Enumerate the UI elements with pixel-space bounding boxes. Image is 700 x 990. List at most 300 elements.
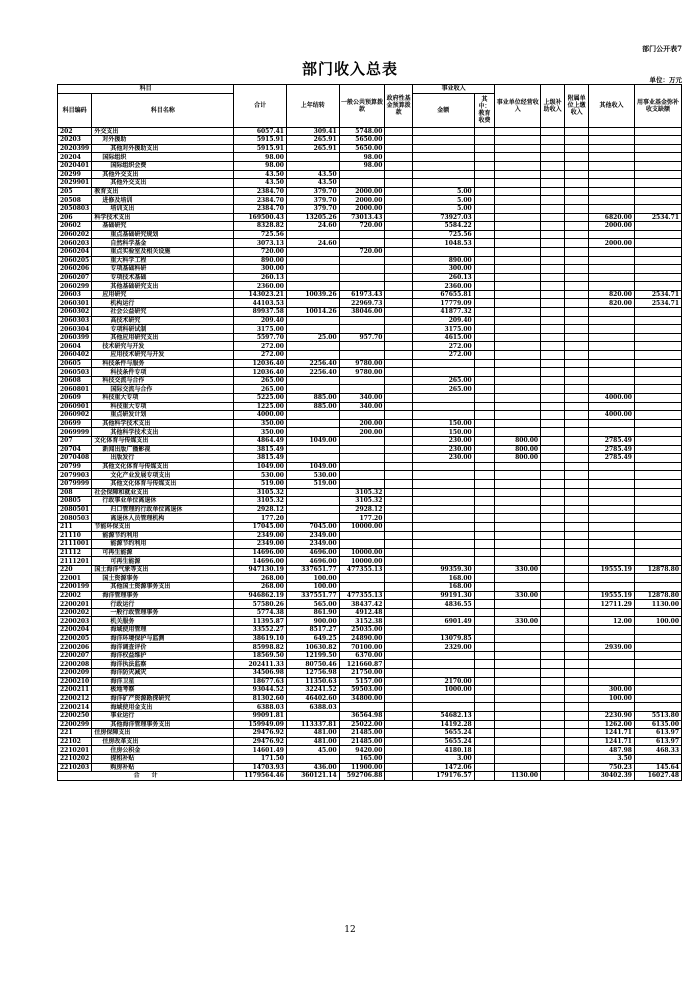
row-value (495, 196, 541, 205)
row-value (541, 161, 565, 170)
row-name: 科学技术支出 (92, 213, 234, 222)
row-value: 4836.55 (412, 600, 474, 609)
row-value: 1225.00 (234, 402, 287, 411)
row-value (565, 342, 589, 351)
row-value (541, 273, 565, 282)
row-value (589, 333, 635, 342)
row-value (474, 282, 495, 291)
row-value: 330.00 (495, 565, 541, 574)
row-value (286, 497, 339, 506)
row-value (385, 600, 412, 609)
row-value: 5225.00 (234, 394, 287, 403)
row-value (565, 720, 589, 729)
row-value (385, 325, 412, 334)
row-code: 20604 (58, 342, 92, 351)
row-value: 12.00 (589, 617, 635, 626)
row-value (541, 471, 565, 480)
row-value: 268.00 (234, 574, 287, 583)
row-value (634, 394, 681, 403)
row-value: 32241.52 (286, 686, 339, 695)
row-value: 19555.19 (589, 591, 635, 600)
row-value: 80750.46 (286, 660, 339, 669)
row-value: 1241.71 (589, 729, 635, 738)
table-row (58, 626, 682, 635)
row-value (541, 600, 565, 609)
row-value (385, 419, 412, 428)
row-value: 2534.71 (634, 299, 681, 308)
row-value: 1130.00 (634, 600, 681, 609)
row-value: 93044.52 (234, 686, 287, 695)
row-value (385, 471, 412, 480)
row-value (474, 600, 495, 609)
row-value (412, 660, 474, 669)
row-value (385, 497, 412, 506)
row-value (385, 368, 412, 377)
row-value (385, 196, 412, 205)
row-value (541, 256, 565, 265)
row-value (474, 333, 495, 342)
table-row (58, 479, 682, 488)
row-code: 2060399 (58, 333, 92, 342)
row-value (412, 127, 474, 136)
row-value: 6388.03 (234, 703, 287, 712)
row-value (541, 342, 565, 351)
row-value (385, 574, 412, 583)
row-value (541, 351, 565, 360)
row-value (634, 694, 681, 703)
row-value (339, 325, 385, 334)
row-value: 33552.27 (234, 626, 287, 635)
row-name: 专项技术基础 (92, 273, 234, 282)
row-value (541, 308, 565, 317)
row-code: 20605 (58, 359, 92, 368)
row-value: 5748.00 (339, 127, 385, 136)
row-value (495, 239, 541, 248)
row-value: 885.00 (286, 394, 339, 403)
row-value: 9780.00 (339, 368, 385, 377)
row-value (474, 686, 495, 695)
row-value (565, 179, 589, 188)
row-value (634, 222, 681, 231)
row-value (589, 540, 635, 549)
row-value (541, 574, 565, 583)
row-code: 2200211 (58, 686, 92, 695)
row-code: 2060299 (58, 282, 92, 291)
table-row (58, 247, 682, 256)
row-value (385, 351, 412, 360)
row-value: 46402.60 (286, 694, 339, 703)
row-value (385, 720, 412, 729)
row-code: 2060801 (58, 385, 92, 394)
row-value (474, 754, 495, 763)
row-value: 6057.41 (234, 127, 287, 136)
row-value: 4912.48 (339, 608, 385, 617)
row-value (541, 394, 565, 403)
row-code: 21112 (58, 548, 92, 557)
table-row (58, 419, 682, 428)
row-value (286, 282, 339, 291)
row-value (541, 282, 565, 291)
row-code: 2200210 (58, 677, 92, 686)
row-value (474, 729, 495, 738)
row-value: 10014.26 (286, 308, 339, 317)
total-value (541, 772, 565, 781)
row-value: 41877.32 (412, 308, 474, 317)
row-value (634, 204, 681, 213)
row-code: 2069999 (58, 428, 92, 437)
row-value (412, 514, 474, 523)
row-value: 8517.27 (286, 626, 339, 635)
table-row (58, 565, 682, 574)
row-value (474, 651, 495, 660)
row-value: 99191.30 (412, 591, 474, 600)
row-value (565, 359, 589, 368)
row-value (495, 660, 541, 669)
row-code: 2060503 (58, 368, 92, 377)
row-value (385, 127, 412, 136)
header-gov-fund: 政府性基金预算拨款 (385, 85, 412, 128)
table-row (58, 540, 682, 549)
row-value (634, 385, 681, 394)
row-value (474, 308, 495, 317)
row-value (634, 643, 681, 652)
row-value (474, 454, 495, 463)
row-value (541, 385, 565, 394)
row-value: 4000.00 (589, 411, 635, 420)
table-row (58, 608, 682, 617)
row-value (565, 419, 589, 428)
row-code: 221 (58, 729, 92, 738)
row-value (495, 385, 541, 394)
row-value: 2534.71 (634, 213, 681, 222)
row-value (339, 479, 385, 488)
row-value (474, 213, 495, 222)
row-code: 211 (58, 522, 92, 531)
row-value (565, 583, 589, 592)
total-value: 30402.39 (589, 772, 635, 781)
row-value (495, 333, 541, 342)
row-value: 2256.40 (286, 368, 339, 377)
row-value (565, 282, 589, 291)
row-value (495, 711, 541, 720)
table-row (58, 617, 682, 626)
row-code: 2060203 (58, 239, 92, 248)
row-value (412, 471, 474, 480)
row-value (339, 342, 385, 351)
row-value (385, 222, 412, 231)
row-code: 20704 (58, 445, 92, 454)
row-value (385, 634, 412, 643)
row-value (634, 256, 681, 265)
row-value: 800.00 (495, 445, 541, 454)
row-code: 2200205 (58, 634, 92, 643)
row-value: 2785.49 (589, 436, 635, 445)
row-value: 12878.80 (634, 565, 681, 574)
row-value: 1049.00 (286, 462, 339, 471)
row-value (634, 161, 681, 170)
row-value (565, 153, 589, 162)
row-value (474, 230, 495, 239)
row-value: 477355.13 (339, 565, 385, 574)
row-value (339, 316, 385, 325)
row-name: 社会保障和就业支出 (92, 488, 234, 497)
row-value (565, 548, 589, 557)
row-value (565, 436, 589, 445)
row-value (541, 729, 565, 738)
row-value (495, 394, 541, 403)
row-value (634, 462, 681, 471)
row-value (412, 626, 474, 635)
row-value (565, 711, 589, 720)
row-value (541, 187, 565, 196)
row-value (495, 686, 541, 695)
row-name: 外交支出 (92, 127, 234, 136)
row-name: 对外援助 (92, 136, 234, 145)
row-value (495, 643, 541, 652)
row-value: 38046.00 (339, 308, 385, 317)
row-name: 文化体育与传媒支出 (92, 436, 234, 445)
row-value (589, 488, 635, 497)
row-value (495, 136, 541, 145)
row-value (339, 351, 385, 360)
row-value (495, 222, 541, 231)
row-value: 947130.19 (234, 565, 287, 574)
row-value (385, 711, 412, 720)
row-value: 1472.06 (412, 763, 474, 772)
total-value: 179176.57 (412, 772, 474, 781)
row-value (385, 136, 412, 145)
row-code: 20299 (58, 170, 92, 179)
row-value (495, 376, 541, 385)
row-value (541, 333, 565, 342)
row-value (385, 290, 412, 299)
row-value (541, 445, 565, 454)
row-value (565, 394, 589, 403)
row-name: 文化产业发展专项支出 (92, 471, 234, 480)
row-value: 379.70 (286, 196, 339, 205)
row-code: 207 (58, 436, 92, 445)
row-value: 12036.40 (234, 368, 287, 377)
table-row (58, 591, 682, 600)
row-code: 20204 (58, 153, 92, 162)
row-value (634, 282, 681, 291)
row-value (589, 669, 635, 678)
row-value (412, 488, 474, 497)
row-value (385, 626, 412, 635)
row-value (589, 522, 635, 531)
row-value (565, 402, 589, 411)
table-row (58, 144, 682, 153)
table-row (58, 660, 682, 669)
row-value: 3175.00 (412, 325, 474, 334)
row-value (565, 634, 589, 643)
row-value (495, 746, 541, 755)
row-value (495, 540, 541, 549)
header-subject: 科目 (58, 85, 234, 94)
row-value (634, 153, 681, 162)
row-value (565, 471, 589, 480)
header-name: 科目名称 (92, 93, 234, 127)
row-value (589, 351, 635, 360)
row-value (495, 368, 541, 377)
row-value: 272.00 (412, 342, 474, 351)
row-value (634, 669, 681, 678)
table-row (58, 385, 682, 394)
row-value (412, 497, 474, 506)
row-name: 其他文化体育与传媒支出 (92, 479, 234, 488)
row-name: 海域使用金支出 (92, 703, 234, 712)
row-value (589, 557, 635, 566)
row-value (495, 557, 541, 566)
row-value: 946862.19 (234, 591, 287, 600)
table-row (58, 694, 682, 703)
row-name: 机关服务 (92, 617, 234, 626)
row-value: 100.00 (589, 694, 635, 703)
row-name: 事业运行 (92, 711, 234, 720)
row-value (589, 634, 635, 643)
row-value (634, 445, 681, 454)
table-row (58, 634, 682, 643)
row-value (495, 342, 541, 351)
row-name: 重点研发计划 (92, 411, 234, 420)
header-general-budget: 一般公共预算拨款 (339, 85, 385, 128)
row-value (589, 273, 635, 282)
row-value (589, 385, 635, 394)
row-value: 14192.28 (412, 720, 474, 729)
row-value (495, 411, 541, 420)
row-value (541, 247, 565, 256)
row-value (634, 230, 681, 239)
row-value (565, 754, 589, 763)
table-row (58, 445, 682, 454)
row-value (589, 703, 635, 712)
row-value: 4864.49 (234, 436, 287, 445)
row-value (474, 204, 495, 213)
row-value (495, 514, 541, 523)
row-value (474, 583, 495, 592)
row-value: 14601.49 (234, 746, 287, 755)
row-value (339, 574, 385, 583)
row-value: 4696.00 (286, 548, 339, 557)
row-value (286, 247, 339, 256)
row-value: 73927.03 (412, 213, 474, 222)
row-value (286, 514, 339, 523)
row-value (495, 634, 541, 643)
row-name: 其他文化体育与传媒支出 (92, 462, 234, 471)
row-value (589, 479, 635, 488)
row-code: 2080503 (58, 514, 92, 523)
row-value (412, 394, 474, 403)
header-other-income: 其他收入 (589, 85, 635, 128)
row-value (495, 316, 541, 325)
row-value: 98.00 (339, 153, 385, 162)
row-value (589, 531, 635, 540)
row-value (412, 557, 474, 566)
row-value (541, 505, 565, 514)
row-value (565, 643, 589, 652)
row-value (474, 239, 495, 248)
row-name: 专项基础科研 (92, 265, 234, 274)
row-value (565, 213, 589, 222)
row-value (286, 153, 339, 162)
row-code: 20203 (58, 136, 92, 145)
row-value: 3.00 (412, 754, 474, 763)
row-name: 出版发行 (92, 454, 234, 463)
row-value: 5513.80 (634, 711, 681, 720)
row-value (589, 651, 635, 660)
row-value (541, 436, 565, 445)
row-value (385, 677, 412, 686)
row-value (589, 608, 635, 617)
row-value (385, 179, 412, 188)
row-value (541, 763, 565, 772)
row-value: 613.97 (634, 737, 681, 746)
row-value: 2000.00 (589, 222, 635, 231)
row-value (589, 187, 635, 196)
row-code: 2060204 (58, 247, 92, 256)
row-value: 350.00 (234, 428, 287, 437)
row-value (412, 368, 474, 377)
row-value: 100.00 (286, 583, 339, 592)
row-value (565, 651, 589, 660)
row-value (565, 187, 589, 196)
row-value: 13205.26 (286, 213, 339, 222)
row-value: 25035.00 (339, 626, 385, 635)
row-value (634, 351, 681, 360)
row-value (474, 669, 495, 678)
row-value: 29476.92 (234, 729, 287, 738)
row-value: 43.50 (286, 179, 339, 188)
row-value: 12036.40 (234, 359, 287, 368)
row-value: 4615.00 (412, 333, 474, 342)
row-name: 培训支出 (92, 204, 234, 213)
row-value (541, 290, 565, 299)
row-value (412, 179, 474, 188)
row-value (589, 583, 635, 592)
row-value: 9420.00 (339, 746, 385, 755)
row-value: 19555.19 (589, 565, 635, 574)
row-value (634, 634, 681, 643)
row-code: 2060205 (58, 256, 92, 265)
row-value (474, 505, 495, 514)
row-value (385, 213, 412, 222)
row-value (565, 265, 589, 274)
row-value (385, 153, 412, 162)
row-value: 5650.00 (339, 144, 385, 153)
row-value (589, 230, 635, 239)
row-value: 57580.26 (234, 600, 287, 609)
row-value (474, 626, 495, 635)
row-value (495, 247, 541, 256)
row-value (412, 359, 474, 368)
row-value (541, 230, 565, 239)
row-value (541, 660, 565, 669)
row-value: 12878.80 (634, 591, 681, 600)
row-value: 21750.00 (339, 669, 385, 678)
row-value: 143023.21 (234, 290, 287, 299)
row-value: 18569.50 (234, 651, 287, 660)
row-value: 177.20 (339, 514, 385, 523)
row-value (541, 265, 565, 274)
row-value (474, 359, 495, 368)
row-value: 11900.00 (339, 763, 385, 772)
row-value: 820.00 (589, 299, 635, 308)
row-value (589, 161, 635, 170)
row-value: 5915.91 (234, 136, 287, 145)
row-code: 206 (58, 213, 92, 222)
row-value: 3105.32 (339, 497, 385, 506)
row-value (339, 411, 385, 420)
